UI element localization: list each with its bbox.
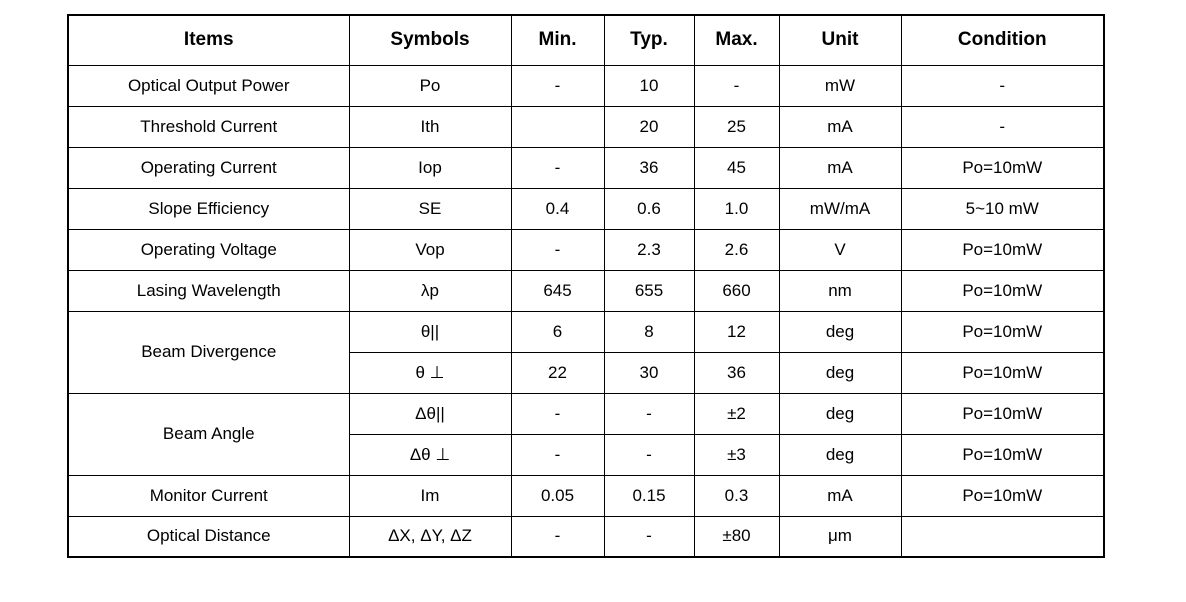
item-label: Optical Distance <box>68 516 349 557</box>
header-typ: Typ. <box>604 15 694 65</box>
table-row-optical-distance <box>68 516 1104 557</box>
typ-cell: 655 <box>604 270 694 311</box>
min-cell: 0.05 <box>511 475 604 516</box>
symbol-cell: θ ⊥ <box>349 352 511 393</box>
typ-cell: 20 <box>604 106 694 147</box>
typ-cell: 0.15 <box>604 475 694 516</box>
item-label: Operating Voltage <box>68 229 349 270</box>
item-label: Beam Angle <box>68 393 349 475</box>
symbol-cell: Δθ|| <box>349 393 511 434</box>
min-cell <box>511 106 604 147</box>
max-cell: 25 <box>694 106 779 147</box>
symbol-cell: θ|| <box>349 311 511 352</box>
condition-cell: 5~10 mW <box>901 188 1104 229</box>
max-cell: 45 <box>694 147 779 188</box>
header-items: Items <box>68 15 349 65</box>
max-cell: 0.3 <box>694 475 779 516</box>
max-cell: ±80 <box>694 516 779 557</box>
unit-cell: nm <box>779 270 901 311</box>
item-label: Operating Current <box>68 147 349 188</box>
condition-cell: Po=10mW <box>901 270 1104 311</box>
table-row-threshold-current <box>68 106 1104 147</box>
symbol-cell: Ith <box>349 106 511 147</box>
typ-cell: 36 <box>604 147 694 188</box>
symbol-cell: Vop <box>349 229 511 270</box>
table-row-beam-angle-parallel <box>68 393 1104 434</box>
unit-cell: mW/mA <box>779 188 901 229</box>
table-row-monitor-current <box>68 475 1104 516</box>
unit-cell: deg <box>779 393 901 434</box>
max-cell: 36 <box>694 352 779 393</box>
max-cell: 660 <box>694 270 779 311</box>
min-cell: - <box>511 147 604 188</box>
max-cell: 12 <box>694 311 779 352</box>
item-label: Monitor Current <box>68 475 349 516</box>
min-cell: - <box>511 516 604 557</box>
symbol-cell: Iop <box>349 147 511 188</box>
table-row-operating-voltage <box>68 229 1104 270</box>
condition-cell <box>901 516 1104 557</box>
table-row-beam-divergence-parallel <box>68 311 1104 352</box>
condition-cell: Po=10mW <box>901 147 1104 188</box>
condition-cell: Po=10mW <box>901 352 1104 393</box>
unit-cell: mA <box>779 147 901 188</box>
max-cell: - <box>694 65 779 106</box>
max-cell: ±3 <box>694 434 779 475</box>
condition-cell: Po=10mW <box>901 311 1104 352</box>
symbol-cell: λp <box>349 270 511 311</box>
item-label: Threshold Current <box>68 106 349 147</box>
symbol-cell: ΔX, ΔY, ΔZ <box>349 516 511 557</box>
condition-cell: Po=10mW <box>901 434 1104 475</box>
max-cell: 2.6 <box>694 229 779 270</box>
item-label: Slope Efficiency <box>68 188 349 229</box>
min-cell: - <box>511 434 604 475</box>
condition-cell: Po=10mW <box>901 229 1104 270</box>
unit-cell: deg <box>779 434 901 475</box>
header-min: Min. <box>511 15 604 65</box>
min-cell: - <box>511 65 604 106</box>
min-cell: - <box>511 229 604 270</box>
condition-cell: Po=10mW <box>901 393 1104 434</box>
symbol-cell: Po <box>349 65 511 106</box>
header-symbols: Symbols <box>349 15 511 65</box>
table-row-optical-output-power <box>68 65 1104 106</box>
max-cell: ±2 <box>694 393 779 434</box>
typ-cell: 2.3 <box>604 229 694 270</box>
item-label: Optical Output Power <box>68 65 349 106</box>
table-row-operating-current <box>68 147 1104 188</box>
spec-table <box>67 14 1105 558</box>
min-cell: 22 <box>511 352 604 393</box>
symbol-cell: Im <box>349 475 511 516</box>
min-cell: - <box>511 393 604 434</box>
condition-cell: Po=10mW <box>901 475 1104 516</box>
unit-cell: mA <box>779 475 901 516</box>
symbol-cell: Δθ ⊥ <box>349 434 511 475</box>
header-max: Max. <box>694 15 779 65</box>
symbol-cell: SE <box>349 188 511 229</box>
table-row-lasing-wavelength <box>68 270 1104 311</box>
typ-cell: - <box>604 516 694 557</box>
min-cell: 6 <box>511 311 604 352</box>
typ-cell: 10 <box>604 65 694 106</box>
min-cell: 645 <box>511 270 604 311</box>
condition-cell: - <box>901 106 1104 147</box>
unit-cell: deg <box>779 352 901 393</box>
condition-cell: - <box>901 65 1104 106</box>
table-header-row <box>68 15 1104 65</box>
unit-cell: mW <box>779 65 901 106</box>
item-label: Lasing Wavelength <box>68 270 349 311</box>
max-cell: 1.0 <box>694 188 779 229</box>
min-cell: 0.4 <box>511 188 604 229</box>
typ-cell: 30 <box>604 352 694 393</box>
typ-cell: 8 <box>604 311 694 352</box>
unit-cell: mA <box>779 106 901 147</box>
unit-cell: μm <box>779 516 901 557</box>
header-condition: Condition <box>901 15 1104 65</box>
header-unit: Unit <box>779 15 901 65</box>
unit-cell: V <box>779 229 901 270</box>
typ-cell: - <box>604 434 694 475</box>
unit-cell: deg <box>779 311 901 352</box>
table-row-slope-efficiency <box>68 188 1104 229</box>
item-label: Beam Divergence <box>68 311 349 393</box>
typ-cell: 0.6 <box>604 188 694 229</box>
typ-cell: - <box>604 393 694 434</box>
